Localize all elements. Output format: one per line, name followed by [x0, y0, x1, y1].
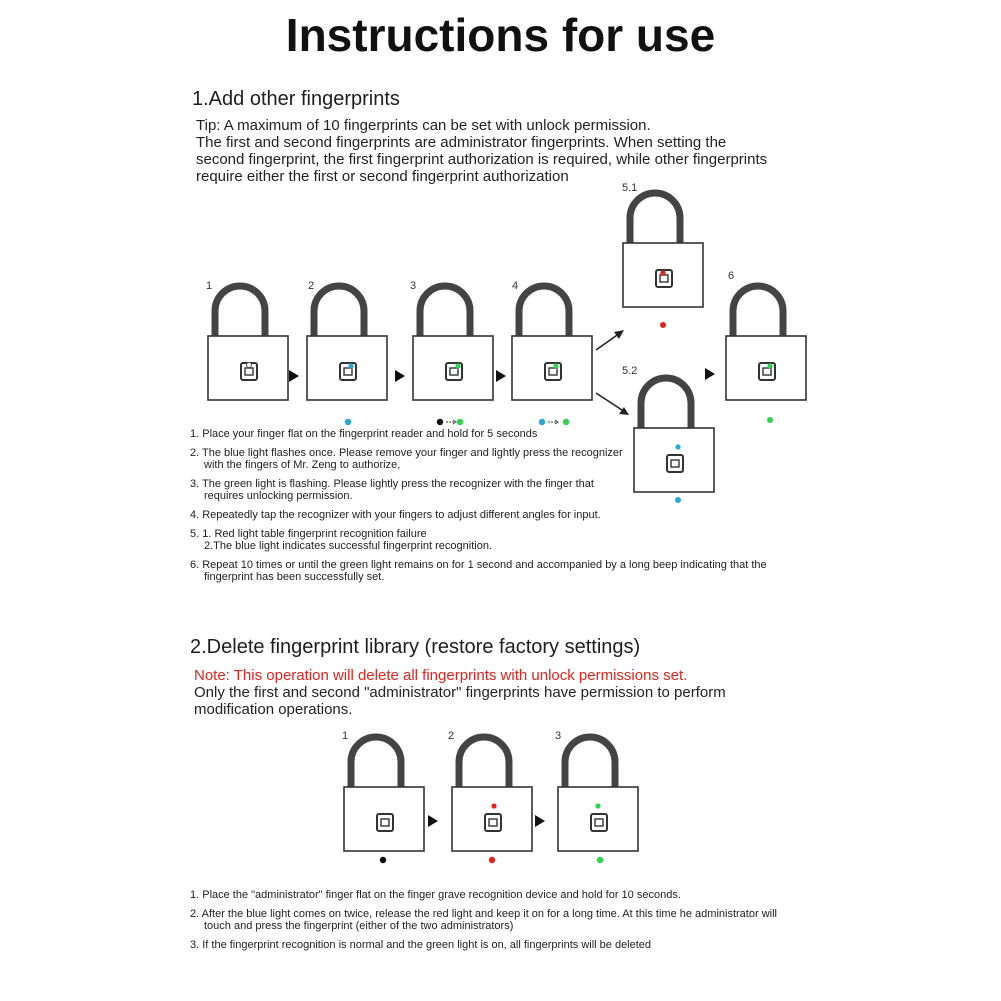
tip-line: require either the first or second fingerprint authorization [196, 168, 569, 185]
lock-step-6 [726, 286, 806, 400]
arrow-icon [496, 370, 506, 382]
arrow-icon [596, 330, 624, 350]
indicator-light [455, 363, 460, 368]
list-item: 1. Place the "administrator" finger flat on the finger grave recognition device and hold for 10 seconds. [190, 889, 681, 901]
delete-step-label-1: 1 [342, 730, 349, 742]
arrow-icon [428, 815, 438, 827]
indicator-light [660, 270, 665, 275]
info-line: Only the first and second "administrator" fingerprints have permission to perform [194, 684, 726, 701]
step-label-2: 2 [308, 280, 315, 292]
status-dot [437, 419, 443, 425]
indicator-light [595, 803, 600, 808]
arrow-icon [596, 393, 629, 415]
list-item: 1. Place your finger flat on the fingerprint reader and hold for 5 seconds [190, 428, 538, 440]
status-dot [489, 857, 495, 863]
delete-step-label-3: 3 [555, 730, 562, 742]
status-dot [345, 419, 351, 425]
delete-lock-step-1 [344, 737, 424, 851]
list-item: 5. 1. Red light table fingerprint recognition failure [190, 528, 427, 540]
status-dot [660, 322, 666, 328]
arrow-icon [395, 370, 405, 382]
status-dot [457, 419, 463, 425]
list-item: 2.The blue light indicates successful fingerprint recognition. [204, 540, 492, 552]
indicator-light [348, 363, 353, 368]
step-label-3: 3 [410, 280, 417, 292]
step-label-4: 4 [512, 280, 519, 292]
section1-heading: 1.Add other fingerprints [192, 88, 400, 110]
indicator-light [553, 363, 558, 368]
arrow-icon [535, 815, 545, 827]
arrow-icon [705, 368, 715, 380]
step-label-6: 6 [728, 270, 735, 282]
lock-step-4 [512, 286, 592, 400]
status-dot [675, 497, 681, 503]
indicator-light [767, 363, 772, 368]
list-item: 6. Repeat 10 times or until the green light remains on for 1 second and accompanied by a long beep indicating that the fingerprint has been successfully set. [190, 559, 767, 583]
indicator-light [675, 444, 680, 449]
delete-lock-step-2 [452, 737, 532, 851]
indicator-light [247, 363, 252, 368]
section2-note: Note: This operation will delete all fingerprints with unlock permissions set. [194, 667, 688, 684]
step-label-1: 1 [206, 280, 213, 292]
tip-line: The first and second fingerprints are administrator fingerprints. When setting the [196, 134, 727, 151]
lock-step-3 [413, 286, 493, 400]
step-label-5-1: 5.1 [622, 182, 638, 194]
list-item: 3. If the fingerprint recognition is normal and the green light is on, all fingerprints will be deleted [190, 939, 652, 951]
lock-step-2 [307, 286, 387, 400]
delete-lock-step-3 [558, 737, 638, 851]
list-item: 3. The green light is flashing. Please lightly press the recognizer with the finger that requires unlocking permission. [190, 478, 594, 502]
delete-step-label-2: 2 [448, 730, 455, 742]
arrow-icon [289, 370, 299, 382]
indicator-light [491, 803, 496, 808]
list-item: 2. After the blue light comes on twice, release the red light and keep it on for a long time. At this time he administrator will touch and press the fingerprint (either of the two administrators) [190, 908, 777, 932]
page-title: Instructions for use [285, 9, 716, 61]
step-label-5-2: 5.2 [622, 365, 638, 377]
status-dot [380, 857, 386, 863]
list-item: 4. Repeatedly tap the recognizer with your fingers to adjust different angles for input. [190, 509, 601, 521]
lock-step-5-2 [634, 378, 714, 492]
status-dot [767, 417, 773, 423]
tip-line: second fingerprint, the first fingerprint authorization is required, while other fingerprints [196, 151, 768, 168]
section2-heading: 2.Delete fingerprint library (restore factory settings) [190, 636, 641, 658]
lock-step-1 [208, 286, 288, 400]
lock-step-5-1 [623, 193, 703, 307]
status-dot [597, 857, 603, 863]
info-line: modification operations. [194, 701, 353, 718]
list-item: 2. The blue light flashes once. Please remove your finger and lightly press the recognizer with the fingers of Mr. Zeng to authorize, [190, 447, 623, 471]
status-dot [563, 419, 569, 425]
status-dot [539, 419, 545, 425]
tip-line: Tip: A maximum of 10 fingerprints can be set with unlock permission. [196, 117, 651, 134]
